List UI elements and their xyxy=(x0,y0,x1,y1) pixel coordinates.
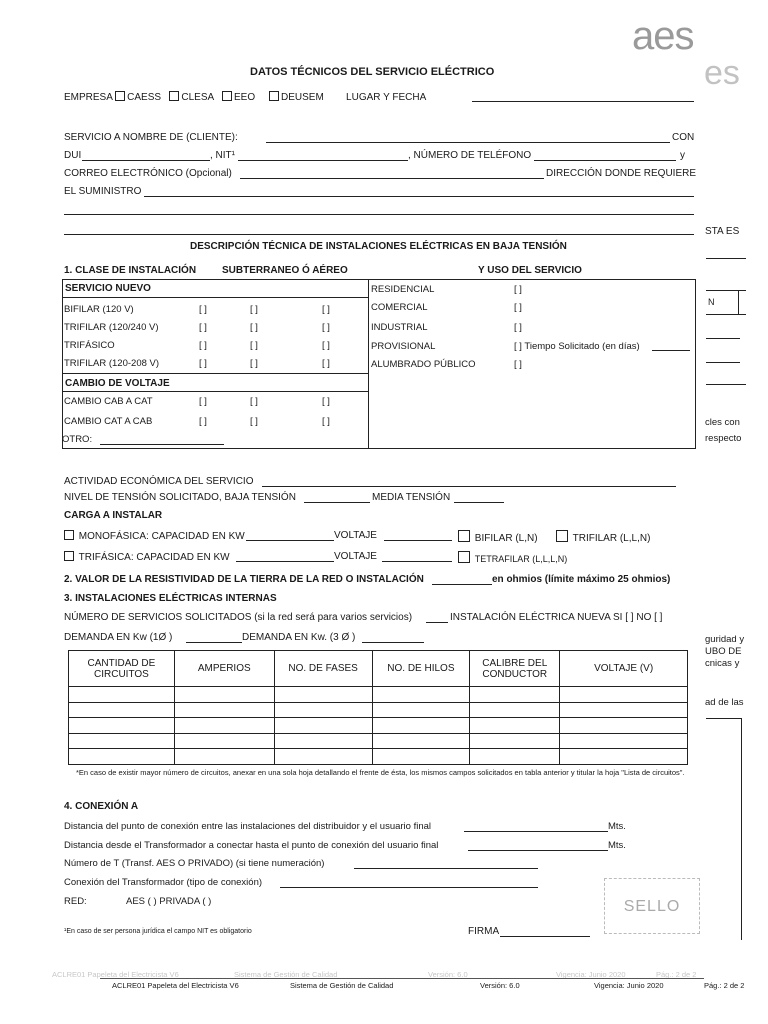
mark[interactable]: [ ] xyxy=(199,416,207,427)
table-cell[interactable] xyxy=(174,749,274,765)
monofasica-row xyxy=(64,530,245,542)
row-cat-cab xyxy=(64,416,152,427)
checkbox-clesa[interactable] xyxy=(169,91,179,101)
table-cell[interactable] xyxy=(470,718,560,734)
checkbox-eeo[interactable] xyxy=(222,91,232,101)
tiempo-field[interactable] xyxy=(652,350,690,351)
actividad-field[interactable] xyxy=(262,486,676,487)
edge-line xyxy=(706,384,746,385)
mark[interactable]: [ ] xyxy=(322,340,330,351)
servicio-nombre-label: SERVICIO A NOMBRE DE (CLIENTE): xyxy=(64,132,238,143)
table-cell[interactable] xyxy=(470,733,560,749)
monofasica-label: MONOFÁSICA: CAPACIDAD EN KW xyxy=(78,531,245,542)
cliente-field[interactable] xyxy=(266,142,670,143)
otro-field[interactable] xyxy=(100,444,224,445)
mark[interactable]: [ ] xyxy=(199,340,207,351)
nota-nit: ¹En caso de ser persona jurídica el campo NIT es obligatorio xyxy=(64,928,252,935)
document-title: DATOS TÉCNICOS DEL SERVICIO ELÉCTRICO xyxy=(250,66,495,78)
table-cell[interactable] xyxy=(69,733,175,749)
edge-guridad: guridad y xyxy=(705,634,745,645)
seccion2-title: 2. VALOR DE LA RESISTIVIDAD DE LA TIERRA DE LA RED O INSTALACIÓN xyxy=(64,574,424,585)
trifasica-row xyxy=(64,551,230,563)
table-cell[interactable] xyxy=(69,702,175,718)
mark[interactable]: [ ] xyxy=(322,416,330,427)
correo-label: CORREO ELECTRÓNICO (Opcional) xyxy=(64,168,232,179)
row-label: OTRO: xyxy=(62,434,93,445)
mark[interactable]: [ ] xyxy=(199,358,207,369)
mark[interactable]: [ ] xyxy=(250,416,258,427)
tetrafilar-row xyxy=(458,551,567,565)
mts-label: Mts. xyxy=(608,821,626,832)
dist-punto-field[interactable] xyxy=(464,831,608,832)
table-row[interactable] xyxy=(69,702,688,718)
uso-residencial-mark[interactable]: [ ] xyxy=(514,284,522,295)
edge-line xyxy=(706,314,746,315)
direccion-field-3[interactable] xyxy=(64,234,694,235)
suministro-label: EL SUMINISTRO xyxy=(64,186,142,197)
uso-comercial-mark[interactable]: [ ] xyxy=(514,302,522,313)
table-cell[interactable] xyxy=(470,687,560,703)
uso-residencial: RESIDENCIAL xyxy=(371,284,435,295)
footer-vigencia: Vigencia: Junio 2020 xyxy=(594,981,664,990)
checkbox-monofasica[interactable] xyxy=(64,530,74,540)
row-bifilar xyxy=(64,304,134,315)
table-row[interactable] xyxy=(69,733,688,749)
servicio-nuevo-label: SERVICIO NUEVO xyxy=(65,283,151,294)
row-label: TRIFÁSICO xyxy=(64,340,115,351)
col-fases: NO. DE FASES xyxy=(274,651,372,687)
aes-logo: aes xyxy=(632,14,694,58)
table-cell[interactable] xyxy=(274,733,372,749)
actividad-label: ACTIVIDAD ECONÓMICA DEL SERVICIO xyxy=(64,476,254,487)
table-divider xyxy=(368,279,369,449)
empresa-label: EMPRESA xyxy=(64,92,113,103)
footer-ghost-pag: Pág.: 2 de 2 xyxy=(656,970,697,979)
num-servicios-label: NÚMERO DE SERVICIOS SOLICITADOS (si la red será para varios servicios) xyxy=(64,612,413,623)
uso-comercial: COMERCIAL xyxy=(371,302,428,313)
edge-cnicas: cnicas y xyxy=(705,658,740,669)
demanda3-field[interactable] xyxy=(362,642,424,643)
footer-ghost-sistema: Sistema de Gestión de Calidad xyxy=(234,970,338,979)
row-label: CAMBIO CAB A CAT xyxy=(64,396,153,407)
direccion-label: DIRECCIÓN DONDE REQUIERE xyxy=(546,168,697,179)
edge-line xyxy=(706,258,746,259)
row-otro xyxy=(62,434,92,445)
row-label: BIFILAR (120 V) xyxy=(64,304,134,315)
bifilar-row xyxy=(458,530,538,544)
table-cell[interactable] xyxy=(69,687,175,703)
voltaje-label: VOLTAJE xyxy=(334,551,377,562)
trifasica-kw-field[interactable] xyxy=(236,561,334,562)
descripcion-title: DESCRIPCIÓN TÉCNICA DE INSTALACIONES ELÉCTRICAS EN BAJA TENSIÓN xyxy=(190,241,567,252)
media-tension-field[interactable] xyxy=(454,502,504,503)
table-cell[interactable] xyxy=(560,749,688,765)
num-servicios-field[interactable] xyxy=(426,622,448,623)
col-cantidad: CANTIDAD DE CIRCUITOS xyxy=(69,651,175,687)
mark[interactable]: [ ] xyxy=(250,358,258,369)
aes-logo-shadow: es xyxy=(704,54,740,92)
sello-stamp: SELLO xyxy=(604,878,700,934)
table-cell[interactable] xyxy=(470,702,560,718)
footer-ghost-doc: ACLRE01 Papeleta del Electricista V6 xyxy=(52,970,179,979)
edge-cles-con: cles con xyxy=(705,417,740,428)
red-label: RED: xyxy=(64,896,87,907)
table-cell[interactable] xyxy=(560,733,688,749)
uso-provisional-mark[interactable]: [ ] Tiempo Solicitado (en días) xyxy=(514,341,640,352)
row-label: TRIFILAR (120/240 V) xyxy=(64,322,159,333)
table-cell[interactable] xyxy=(372,702,470,718)
uso-servicio-label: Y USO DEL SERVICIO xyxy=(478,265,582,276)
table-header-row xyxy=(69,651,688,687)
dist-trafo-label: Distancia desde el Transformador a conectar hasta el punto de conexión del usuario final xyxy=(64,840,439,851)
circuitos-table xyxy=(68,650,688,765)
numero-t-field[interactable] xyxy=(354,868,538,869)
carga-title: CARGA A INSTALAR xyxy=(64,510,163,521)
table-row[interactable] xyxy=(69,687,688,703)
firma-label: FIRMA xyxy=(468,926,500,937)
uso-alumbrado: ALUMBRADO PÚBLICO xyxy=(371,359,476,370)
mark[interactable]: [ ] xyxy=(199,396,207,407)
edge-respecto: respecto xyxy=(705,433,742,444)
table-cell[interactable] xyxy=(372,687,470,703)
edge-line xyxy=(706,718,742,719)
row-label: CAMBIO CAT A CAB xyxy=(64,416,153,427)
con-label: CON xyxy=(672,132,695,143)
col-voltaje: VOLTAJE (V) xyxy=(560,651,688,687)
table-cell[interactable] xyxy=(174,718,274,734)
demanda1-field[interactable] xyxy=(186,642,242,643)
option-deusem: DEUSEM xyxy=(281,92,324,103)
table-cell[interactable] xyxy=(69,749,175,765)
firma-field[interactable] xyxy=(500,936,590,937)
table-rule xyxy=(62,297,368,298)
table-cell[interactable] xyxy=(274,702,372,718)
circuitos-note: *En caso de existir mayor número de circuitos, anexar en una sola hoja detallando el frente de ésta, los mismos campos solicitados en tabla anterior y titular la hoja "Lista de circuitos". xyxy=(76,768,685,777)
seccion4-title: 4. CONEXIÓN A xyxy=(64,801,139,812)
correo-field[interactable] xyxy=(240,178,544,179)
table-cell[interactable] xyxy=(372,749,470,765)
option-clesa: CLESA xyxy=(181,92,214,103)
voltaje-label: VOLTAJE xyxy=(334,530,377,541)
uso-provisional: PROVISIONAL xyxy=(371,341,436,352)
mark[interactable]: [ ] xyxy=(199,304,207,315)
uso-industrial-mark[interactable]: [ ] xyxy=(514,322,522,333)
row-trifasico xyxy=(64,340,115,351)
monofasica-voltaje-field[interactable] xyxy=(384,540,452,541)
edge-line xyxy=(738,290,739,314)
table-cell[interactable] xyxy=(174,687,274,703)
option-eeo: EEO xyxy=(233,92,256,103)
empresa-row xyxy=(64,91,426,103)
mark[interactable]: [ ] xyxy=(250,396,258,407)
table-cell[interactable] xyxy=(560,718,688,734)
col-hilos: NO. DE HILOS xyxy=(372,651,470,687)
edge-ad-de-las: ad de las xyxy=(705,697,744,708)
conexion-trafo-label: Conexión del Transformador (tipo de conexión) xyxy=(64,877,263,888)
nit-label: , NIT¹ xyxy=(210,150,235,161)
table-cell[interactable] xyxy=(372,718,470,734)
dist-punto-label: Distancia del punto de conexión entre las instalaciones del distribuidor y el usuario final xyxy=(64,821,432,832)
table-rule xyxy=(62,373,368,374)
mark[interactable]: [ ] xyxy=(322,396,330,407)
footer-version: Versión: 6.0 xyxy=(480,981,520,990)
mark[interactable]: [ ] xyxy=(250,340,258,351)
table-cell[interactable] xyxy=(69,718,175,734)
y-label: y xyxy=(680,150,685,161)
table-cell[interactable] xyxy=(174,702,274,718)
option-caess: CAESS xyxy=(127,92,162,103)
mark[interactable]: [ ] xyxy=(322,358,330,369)
checkbox-bifilar[interactable] xyxy=(458,530,470,542)
table-cell[interactable] xyxy=(372,733,470,749)
nivel-tension-label: NIVEL DE TENSIÓN SOLICITADO, BAJA TENSIÓN xyxy=(64,492,296,503)
table-rule xyxy=(62,391,368,392)
mark[interactable]: [ ] xyxy=(322,304,330,315)
conexion-trafo-field[interactable] xyxy=(280,887,538,888)
row-trifilar-208 xyxy=(64,358,159,369)
subterraneo-label: SUBTERRANEO Ó AÉREO xyxy=(222,265,348,276)
checkbox-caess[interactable] xyxy=(115,91,125,101)
dui-field[interactable] xyxy=(82,160,210,161)
trifilar-label: TRIFILAR (L,L,N) xyxy=(572,533,651,544)
dist-trafo-field[interactable] xyxy=(468,850,608,851)
edge-sta-es: STA ES xyxy=(705,226,740,237)
table-cell[interactable] xyxy=(274,749,372,765)
mark[interactable]: [ ] xyxy=(250,322,258,333)
mark[interactable]: [ ] xyxy=(250,304,258,315)
row-trifilar xyxy=(64,322,159,333)
edge-ubo: UBO DE xyxy=(705,646,742,657)
lugar-fecha-field[interactable] xyxy=(472,101,694,102)
table-cell[interactable] xyxy=(274,718,372,734)
instalacion-nueva-label[interactable]: INSTALACIÓN ELÉCTRICA NUEVA SI [ ] NO [ ] xyxy=(450,612,663,623)
table-cell[interactable] xyxy=(560,687,688,703)
telefono-label: , NÚMERO DE TELÉFONO xyxy=(408,150,532,161)
footer-ghost-vigencia: Vigencia: Junio 2020 xyxy=(556,970,626,979)
suministro-field[interactable] xyxy=(144,196,694,197)
footer-ghost-version: Versión: 6.0 xyxy=(428,970,468,979)
table-cell[interactable] xyxy=(274,687,372,703)
media-tension-label: MEDIA TENSIÓN xyxy=(372,492,451,503)
row-cab-cat xyxy=(64,396,153,407)
checkbox-tetrafilar[interactable] xyxy=(458,551,470,563)
table-cell[interactable] xyxy=(560,702,688,718)
monofasica-kw-field[interactable] xyxy=(246,540,334,541)
baja-tension-field[interactable] xyxy=(304,502,370,503)
resistividad-field[interactable] xyxy=(432,584,492,585)
demanda3-label: DEMANDA EN Kw. (3 Ø ) xyxy=(242,632,356,643)
bifilar-label: BIFILAR (L,N) xyxy=(474,533,538,544)
dui-label: DUI xyxy=(64,150,82,161)
uso-industrial: INDUSTRIAL xyxy=(371,322,428,333)
footer-sistema: Sistema de Gestión de Calidad xyxy=(290,981,394,990)
table-row[interactable] xyxy=(69,749,688,765)
tetrafilar-label: TETRAFILAR (L,L,L,N) xyxy=(474,554,568,564)
edge-n: N xyxy=(708,297,715,307)
checkbox-trifasica[interactable] xyxy=(64,551,74,561)
telefono-field[interactable] xyxy=(534,160,676,161)
trifilar-row xyxy=(556,530,650,544)
seccion2-suffix: en ohmios (límite máximo 25 ohmios) xyxy=(492,574,671,585)
edge-line xyxy=(706,362,740,363)
edge-line xyxy=(706,290,746,291)
footer-pag: Pág.: 2 de 2 xyxy=(704,981,745,990)
checkbox-trifilar[interactable] xyxy=(556,530,568,542)
footer-doc: ACLRE01 Papeleta del Electricista V6 xyxy=(112,981,239,990)
edge-line xyxy=(706,338,740,339)
col-calibre: CALIBRE DEL CONDUCTOR xyxy=(470,651,560,687)
table-row[interactable] xyxy=(69,718,688,734)
mts-label: Mts. xyxy=(608,840,626,851)
seccion3-title: 3. INSTALACIONES ELÉCTRICAS INTERNAS xyxy=(64,593,277,604)
mark[interactable]: [ ] xyxy=(199,322,207,333)
col-amperios: AMPERIOS xyxy=(174,651,274,687)
nit-field[interactable] xyxy=(238,160,408,161)
cambio-voltaje-label: CAMBIO DE VOLTAJE xyxy=(65,378,170,389)
lugar-fecha-label: LUGAR Y FECHA xyxy=(346,92,427,103)
red-options[interactable]: AES ( ) PRIVADA ( ) xyxy=(126,896,212,907)
footer-rule xyxy=(100,978,704,979)
clase-instalacion-label: 1. CLASE DE INSTALACIÓN xyxy=(64,265,197,276)
table-cell[interactable] xyxy=(470,749,560,765)
trifasica-label: TRIFÁSICA: CAPACIDAD EN KW xyxy=(78,552,230,563)
checkbox-deusem[interactable] xyxy=(269,91,279,101)
table-cell[interactable] xyxy=(174,733,274,749)
trifasica-voltaje-field[interactable] xyxy=(382,561,452,562)
numero-t-label: Número de T (Transf. AES O PRIVADO) (si tiene numeración) xyxy=(64,858,325,869)
direccion-field-2[interactable] xyxy=(64,214,694,215)
edge-line xyxy=(741,718,742,940)
demanda1-label: DEMANDA EN Kw (1Ø ) xyxy=(64,632,173,643)
mark[interactable]: [ ] xyxy=(322,322,330,333)
row-label: TRIFILAR (120-208 V) xyxy=(64,358,160,369)
uso-alumbrado-mark[interactable]: [ ] xyxy=(514,359,522,370)
